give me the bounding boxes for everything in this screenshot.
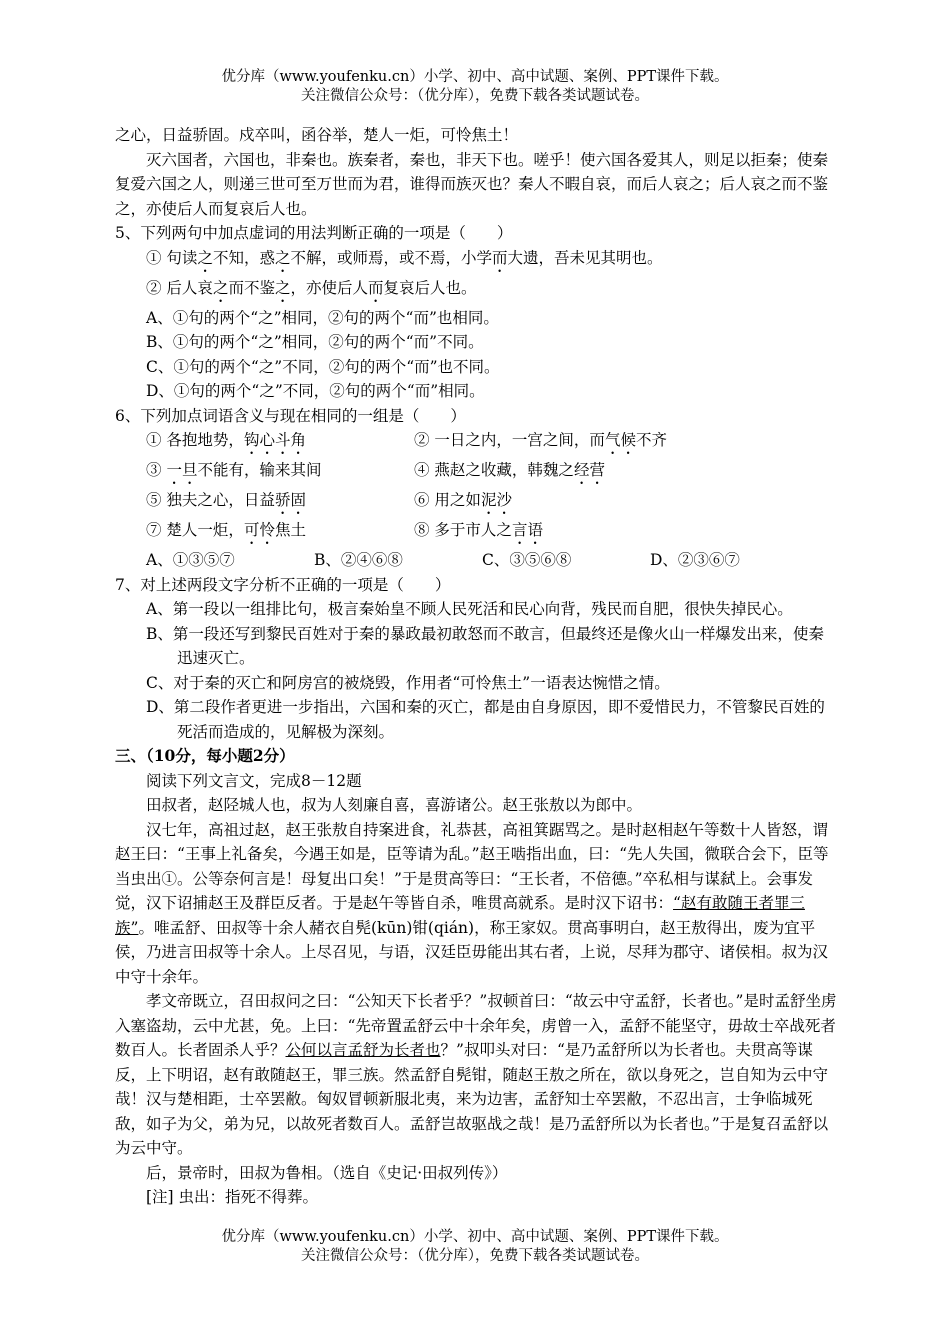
dotted-word: 钩心斗角 (243, 431, 306, 449)
section3-note: [注] 虫出：指死不得葬。 (146, 1188, 319, 1206)
text: 汉七年，高祖过赵，赵王张敖自持案进食，礼恭甚，高祖箕踞骂之。是时赵相赵午等数十人皆怒，谓赵王曰：“王事上礼备矣，今遇王如是，臣等请为乱。”赵王啮指出血，曰：“先人失国，微联合会下，臣等当虫出①。公等奈何言是！母复出口矣！”于是贯高等曰：“王长者，不倍德。”卒私相与谋弑上。会事发觉，汉下诏捕赵王及群臣反者。于是赵午等皆自杀，唯贯高就系。是时汉下诏书： (115, 820, 829, 912)
header-line-2: 关注微信公众号：（优分库），免费下载各类试题试卷。 (301, 88, 649, 104)
q6-item-1 (146, 428, 414, 458)
text: 不知，惑 (212, 248, 275, 267)
q5-sentence-1 (115, 246, 837, 276)
text: ② 一日之内，一宫之间，而 (414, 431, 605, 449)
section3-p2 (115, 818, 837, 990)
q5-option-a: A、①句的两个“之”相同，②句的两个“而”也相同。 (146, 308, 499, 327)
section3-p3 (115, 989, 837, 1161)
text: 孝文帝既立，召田叔问之曰：“公知天下长者乎？”叔顿首曰：“故云中守孟舒，长者也。”是时孟舒坐虏入塞盗劫，云中尤甚，免。上曰：“先帝置孟舒云中十余年矣，虏曾一入，孟舒不能坚守，毋故士卒战死者数百人。长者固杀人乎？ (115, 992, 837, 1059)
q6-choice-d: D、②③⑥⑦ (650, 551, 740, 569)
underlined-sentence: “赵有敢随王者罪三族” (115, 894, 805, 937)
text: ④ 燕赵之收藏，韩魏之 (414, 461, 574, 479)
text: 。唯孟舒、田叔等十余人赭衣自髡(kūn)钳(qián)，称王家奴。贯高事明白，赵王敖得出，废为宜平侯，乃进言田叔等十余人。上尽召见，与语，汉廷臣毋能出其右者，上说，尽拜为郡守、诸侯相。叔为汉中守十余年。 (115, 918, 829, 986)
text: ① 各抱地势， (146, 431, 244, 449)
section3-p1: 田叔者，赵陉城人也，叔为人刻廉自喜，喜游诸公。赵王张敖以为郎中。 (146, 796, 643, 814)
q6-choice-c: C、③⑤⑥⑧ (482, 551, 572, 569)
text: 大遗，吾未见其明也。 (507, 248, 663, 267)
dotted-word: 之 (274, 248, 291, 267)
q6-choice-b: B、②④⑥⑧ (314, 551, 403, 569)
dotted-word: 经营 (573, 461, 605, 479)
q5-sentence-2 (115, 276, 837, 306)
q7-stem: 7、对上述两段文字分析不正确的一项是（ ） (115, 575, 451, 594)
q5-stem: 5、下列两句中加点虚词的用法判断正确的一项是（ ） (115, 224, 513, 242)
text: ① 句读 (146, 248, 198, 267)
dotted-word: 之 (274, 278, 291, 297)
text: 不齐 (635, 431, 667, 449)
q6-item-7 (146, 518, 414, 548)
page-content (115, 123, 837, 1210)
text: ② 后人哀 (146, 278, 213, 297)
text: 不解，或师焉，或不焉，小学 (290, 248, 492, 267)
dotted-word: 骄固 (274, 491, 306, 509)
footer-line-2: 关注微信公众号：（优分库），免费下载各类试题试卷。 (301, 1248, 649, 1264)
section3-p4: 后，景帝时，田叔为鲁相。（选自《史记·田叔列传》） (146, 1163, 508, 1182)
text: ⑤ 独夫之心，日益 (146, 491, 275, 509)
dotted-word: 之 (212, 278, 229, 297)
text: ，亦使后人 (290, 278, 368, 297)
text: ⑥ 用之如 (414, 491, 481, 509)
q5-option-b: B、①句的两个“之”相同，②句的两个“而”不同。 (146, 333, 484, 351)
q7-option-c: C、对于秦的灭亡和阿房宫的被烧毁，作用者“可怜焦土”一语表达惋惜之情。 (146, 673, 670, 692)
section3-instruction: 阅读下列文言文，完成8－12题 (146, 771, 362, 790)
text: ③ (146, 461, 167, 479)
passage-end-p2: 灭六国者，六国也，非秦也。族秦者，秦也，非天下也。嗟乎！使六国各爱其人，则足以拒秦；使秦复爱六国之人，则递三世可至万世而为君，谁得而族灭也？秦人不暇自哀，而后人哀之；后人哀之而不鉴之，亦使后人而复哀后人也。 (115, 150, 829, 218)
dotted-word: 一旦 (166, 461, 198, 479)
q5-option-d: D、①句的两个“之”不同，②句的两个“而”相同。 (146, 382, 485, 400)
dotted-word: 可怜 (243, 521, 275, 539)
q6-item-6 (414, 488, 714, 518)
text: 焦土 (274, 521, 306, 539)
text: ⑦ 楚人一炬， (146, 521, 244, 539)
dotted-word: 言语 (511, 521, 543, 539)
text: 不能有，输来其间 (197, 461, 322, 479)
page-footer (0, 1228, 950, 1266)
underlined-sentence: 公何以言孟舒为长者也 (285, 1041, 441, 1059)
dotted-word: 气候 (604, 431, 636, 449)
dotted-word: 而 (368, 278, 384, 297)
q6-item-8 (414, 518, 714, 548)
q6-choices (115, 548, 837, 573)
q6-items (115, 428, 837, 548)
q6-item-2 (414, 428, 714, 458)
q6-stem: 6、下列加点词语含义与现在相同的一组是（ ） (115, 406, 466, 425)
q6-choice-a: A、①③⑤⑦ (146, 551, 235, 569)
page-header (0, 68, 950, 106)
text: 而不鉴 (228, 278, 275, 297)
text: ？”叔叩头对曰：“是乃孟舒所以为长者也。夫贯高等谋反，上下明诏，赵有敢随赵王，罪三族。然孟舒自髡钳，随赵王敖之所在，欲以身死之，岂自知为云中守哉！汉与楚相距，士卒罢敝。匈奴冒顿新服北夷，来为边害，孟舒知士卒罢敝，不忍出言，士争临城死敌，如子为父，弟为兄，以故死者数百人。孟舒岂故驱战之哉！是乃孟舒所以为长者也。”于是复召孟舒以为云中守。 (115, 1041, 829, 1157)
section3-heading: 三、（10分，每小题2分） (115, 746, 295, 765)
dotted-word: 之 (197, 248, 213, 267)
dotted-word: 而 (492, 248, 508, 267)
dotted-word: 泥沙 (480, 491, 512, 509)
header-line-1: 优分库（www.youfenku.cn）小学、初中、高中试题、案例、PPT课件下载。 (221, 69, 729, 85)
q7-option-a: A、第一段以一组排比句，极言秦始皇不顾人民死活和民心向背，残民而自肥，很快失掉民心。 (146, 600, 793, 618)
q6-item-5 (146, 488, 414, 518)
passage-end-p1: 之心，日益骄固。戍卒叫，函谷举，楚人一炬，可怜焦土！ (115, 126, 519, 144)
text: 复哀后人也。 (383, 278, 477, 297)
q7-option-d: D、第二段作者更进一步指出，六国和秦的灭亡，都是由自身原因，即不爱惜民力，不管黎民百姓的死活而造成的，见解极为深刻。 (146, 698, 825, 741)
q6-item-4 (414, 458, 714, 488)
q5-option-c: C、①句的两个“之”不同，②句的两个“而”也不同。 (146, 357, 500, 376)
footer-line-1: 优分库（www.youfenku.cn）小学、初中、高中试题、案例、PPT课件下载。 (221, 1229, 729, 1245)
text: ⑧ 多于市人之 (414, 521, 512, 539)
q6-item-3 (146, 458, 414, 488)
q7-option-b: B、第一段还写到黎民百姓对于秦的暴政最初敢怒而不敢言，但最终还是像火山一样爆发出来，使秦迅速灭亡。 (146, 624, 824, 667)
